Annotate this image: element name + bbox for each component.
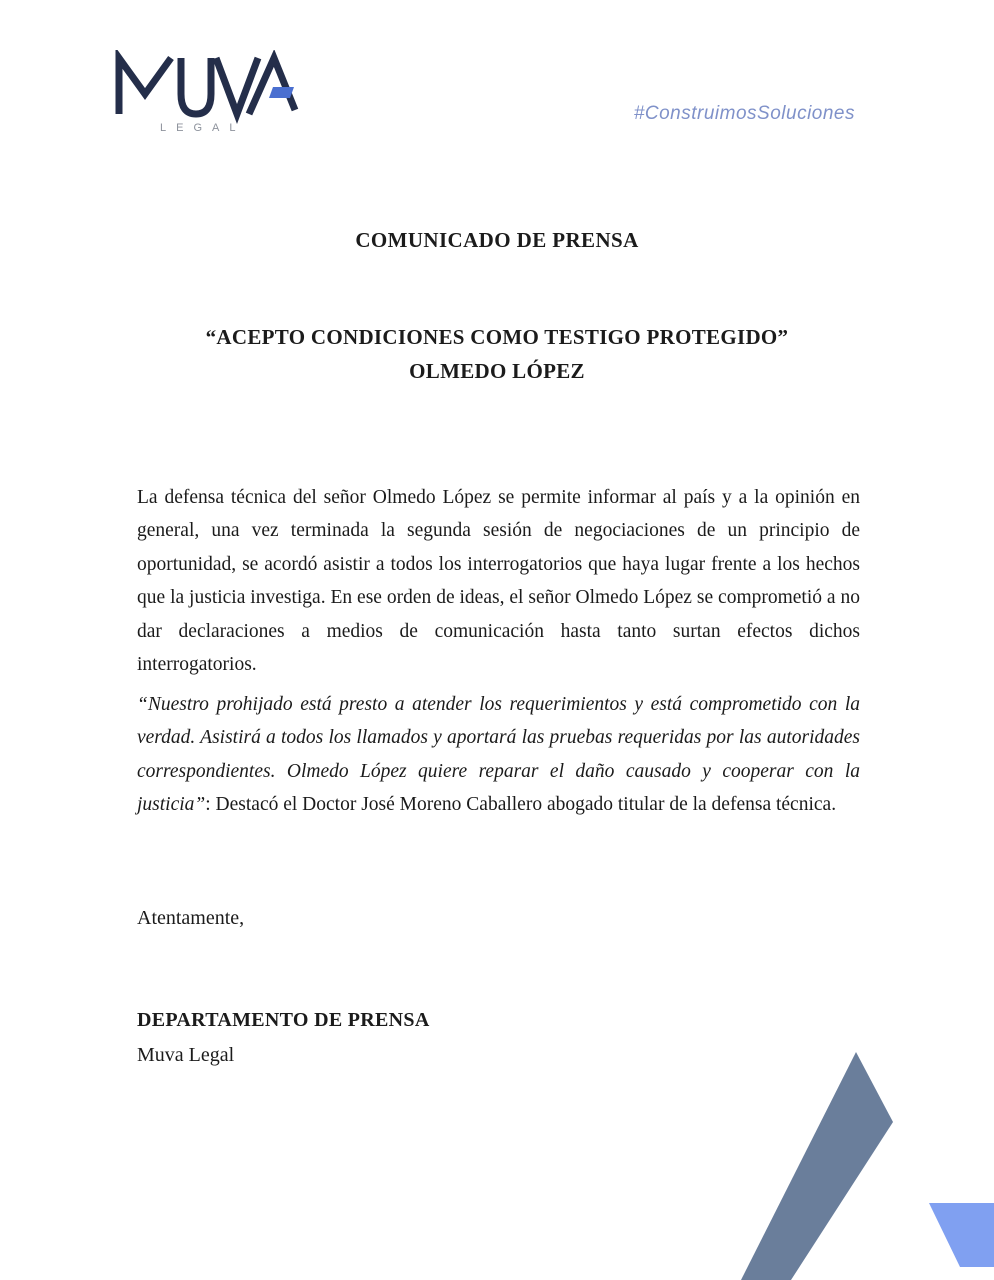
blue-trapezoid-shape [929, 1203, 994, 1267]
quote-text: “Nuestro prohijado está presto a atender los requerimientos y está comprometido con la verdad. Asistirá a todos los llamados y aportará las pruebas requeridas por las autoridades correspondientes. Olmedo López quiere reparar el daño causado y cooperar con la justicia” [137, 693, 860, 816]
document-title-line2: OLMEDO LÓPEZ [409, 359, 585, 383]
signature-department: DEPARTAMENTO DE PRENSA [137, 1009, 430, 1031]
gray-slash-shape [741, 1052, 893, 1280]
document-title [0, 320, 994, 388]
logo-letter-m [119, 58, 171, 114]
hashtag-slogan: #ConstruimosSoluciones [633, 103, 855, 124]
document-title-line1: “ACEPTO CONDICIONES COMO TESTIGO PROTEGIDO” [205, 325, 789, 349]
muva-logo [113, 50, 303, 142]
logo-accent-shape [269, 87, 294, 98]
document-kicker: COMUNICADO DE PRENSA [355, 228, 639, 252]
logo-subtitle: LEGAL [160, 122, 246, 134]
paragraph-announcement: La defensa técnica del señor Olmedo López se permite informar al país y a la opinión en general, una vez terminada la segunda sesión de negociaciones de un principio de oportunidad, se acordó asistir a todos los interrogatorios que haya lugar frente a los hechos que la justicia investiga. En ese orden de ideas, el señor Olmedo López se comprometió a no dar declaraciones a medios de comunicación hasta tanto surtan efectos dichos interrogatorios. [137, 486, 860, 676]
logo-letter-u [181, 58, 211, 114]
closing-salutation: Atentamente, [137, 907, 245, 929]
signature-company: Muva Legal [137, 1044, 235, 1066]
quote-attribution: : Destacó el Doctor José Moreno Caballero abogado titular de la defensa técnica. [205, 794, 837, 816]
paragraph-quote [137, 688, 860, 822]
